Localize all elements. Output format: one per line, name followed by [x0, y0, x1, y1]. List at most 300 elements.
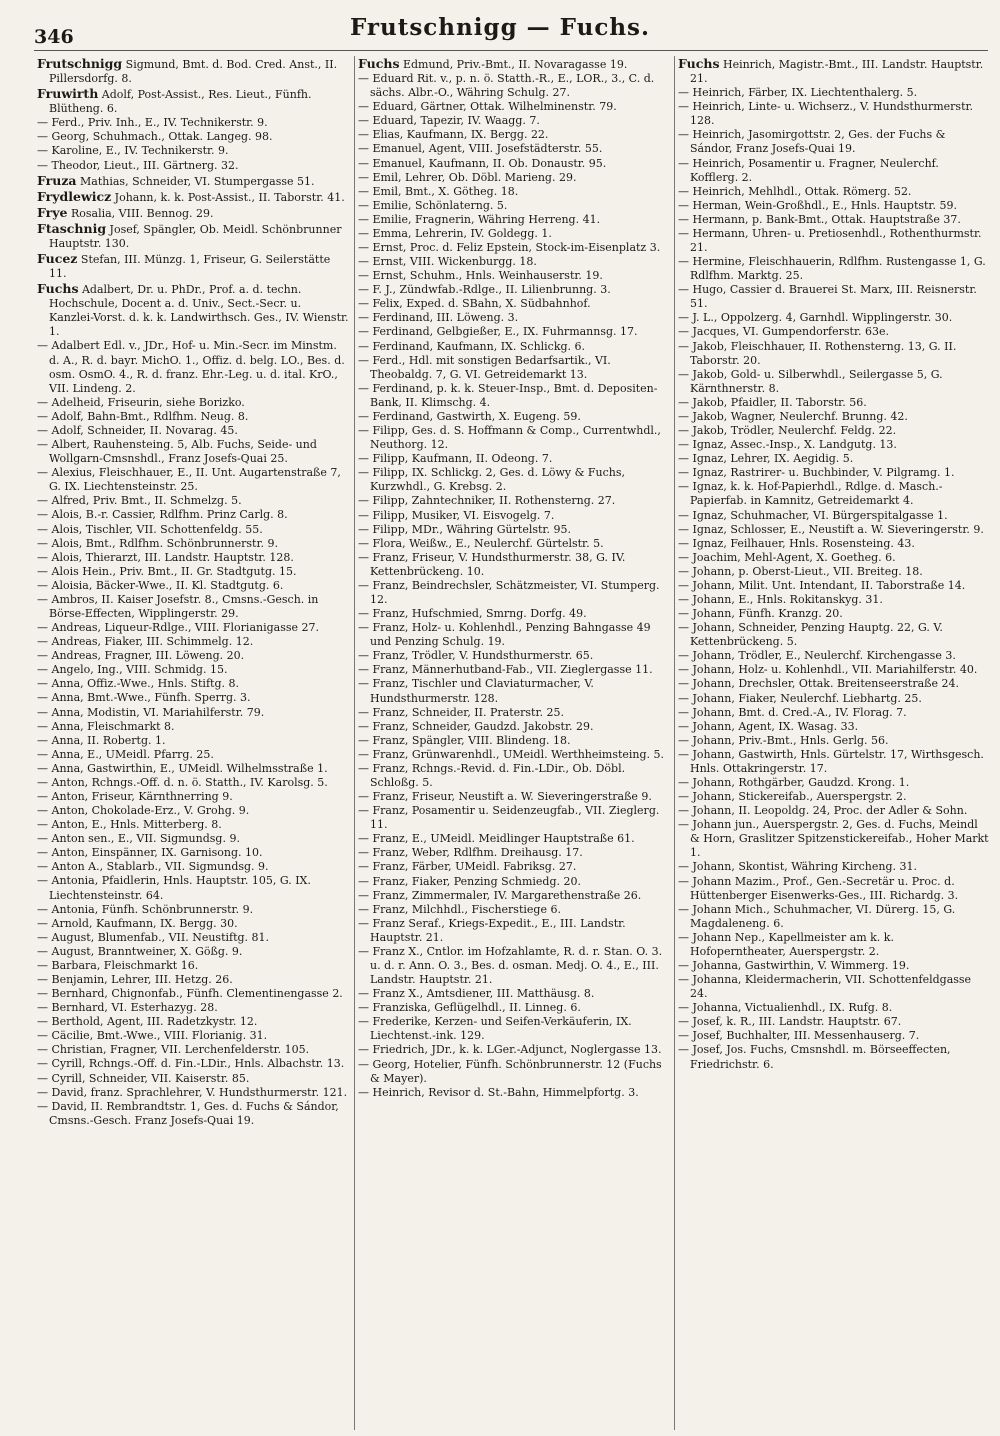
- entry-text: — F. J., Zündwfab.-Rdlge., II. Lilienbrunng. 3.: [358, 283, 611, 297]
- entry-text: — Johann, Fünfh. Kranzg. 20.: [678, 607, 843, 621]
- directory-entry: [37, 144, 349, 158]
- entry-text: — Jakob, Trödler, Neulerchf. Feldg. 22.: [678, 424, 897, 438]
- directory-entry: [678, 959, 989, 973]
- directory-entry: [358, 283, 669, 297]
- directory-entry: [678, 86, 989, 100]
- entry-text: — Antonia, Pfaidlerin, Hnls. Hauptstr. 105, G. IX. Liechtensteinstr. 64.: [37, 874, 311, 902]
- entry-text: — Emanuel, Kaufmann, II. Ob. Donaustr. 95.: [358, 156, 607, 170]
- entry-text: — Anna, Modistin, VI. Mariahilferstr. 79.: [37, 705, 265, 719]
- directory-entry: [37, 860, 349, 874]
- entry-text: — Johann, E., Hnls. Rokitanskyg. 31.: [678, 592, 883, 606]
- directory-entry: [37, 987, 349, 1001]
- directory-entry: [678, 452, 989, 466]
- directory-entry: [678, 677, 989, 691]
- entry-text: — Adolf, Bahn-Bmt., Rdlfhm. Neug. 8.: [37, 409, 249, 423]
- entry-surname: Fuchs: [37, 281, 79, 297]
- directory-entry: [358, 1086, 669, 1100]
- entry-text: — Ernst, Schuhm., Hnls. Weinhauserstr. 19.: [358, 269, 603, 283]
- directory-entry: [678, 466, 989, 480]
- entry-text: — Jakob, Gold- u. Silberwhdl., Seilergasse 5, G. Kärnthnerstr. 8.: [678, 367, 943, 395]
- entry-text: — Josef, Jos. Fuchs, Cmsnshdl. m. Börseeffecten, Friedrichstr. 6.: [678, 1043, 951, 1071]
- directory-entry: [358, 340, 669, 354]
- entry-text: — Filipp, Zahntechniker, II. Rothensterng. 27.: [358, 494, 616, 508]
- entry-text: — Ignaz, Assec.-Insp., X. Landgutg. 13.: [678, 438, 897, 452]
- entry-text: — Karoline, E., IV. Technikerstr. 9.: [37, 144, 229, 158]
- directory-entry: [37, 396, 349, 410]
- entry-surname: Frydlewicz: [37, 188, 112, 204]
- directory-entry: [678, 509, 989, 523]
- entry-text: — Ignaz, Rastrirer- u. Buchbinder, V. Pilgramg. 1.: [678, 466, 955, 480]
- directory-entry: [358, 551, 669, 579]
- entry-text: — Eduard, Tapezir, IV. Waagg. 7.: [358, 114, 540, 128]
- directory-entry: [678, 213, 989, 227]
- entry-text: — Anton, E., Hnls. Mitterberg. 8.: [37, 818, 222, 832]
- entry-text: Edmund, Priv.-Bmt., II. Novaragasse 19.: [399, 58, 628, 71]
- entry-text: — Cyrill, Rchngs.-Off. d. Fin.-LDir., Hnls. Albachstr. 13.: [37, 1057, 345, 1071]
- directory-entry: [37, 903, 349, 917]
- entry-text: — Anton A., Stablarb., VII. Sigmundsg. 9.: [37, 860, 269, 874]
- directory-entry: [678, 818, 989, 860]
- directory-entry: [37, 86, 349, 116]
- entry-text: — Ferdinand, p. k. k. Steuer-Insp., Bmt. d. Depositen-Bank, II. Klimschg. 4.: [358, 381, 658, 409]
- entry-surname: Fuchs: [358, 56, 400, 71]
- entry-text: — Heinrich, Färber, IX. Liechtenthalerg. 5.: [678, 86, 918, 100]
- entry-text: — Alfred, Priv. Bmt., II. Schmelzg. 5.: [37, 494, 242, 508]
- entry-text: — Hermann, p. Bank-Bmt., Ottak. Hauptstraße 37.: [678, 212, 961, 226]
- directory-entry: [678, 227, 989, 255]
- entry-surname: Fuchs: [678, 56, 720, 71]
- directory-entry: [37, 173, 349, 189]
- directory-column-1: [34, 56, 354, 1430]
- directory-entry: [37, 818, 349, 832]
- directory-entry: [37, 1100, 349, 1128]
- directory-entry: [37, 973, 349, 987]
- directory-entry: [678, 424, 989, 438]
- entry-surname: Fruza: [37, 172, 77, 188]
- entry-text: Johann, k. k. Post-Assist., II. Taborstr. 41.: [111, 190, 345, 204]
- entry-text: — Cyrill, Schneider, VII. Kaiserstr. 85.: [37, 1071, 250, 1085]
- entry-text: Stefan, III. Münzg. 1, Friseur, G. Seilerstätte 11.: [49, 253, 331, 281]
- directory-entry: [358, 142, 669, 156]
- directory-entry: [678, 396, 989, 410]
- entry-text: — Franz, Trödler, V. Hundsthurmerstr. 65.: [358, 649, 594, 663]
- directory-entry: [37, 339, 349, 395]
- entry-text: — Franz, Färber, UMeidl. Fabriksg. 27.: [358, 860, 577, 874]
- entry-text: — Josef, Buchhalter, III. Messenhauserg. 7.: [678, 1029, 920, 1043]
- directory-entry: [358, 424, 669, 452]
- entry-text: — Johanna, Victualienhdl., IX. Rufg. 8.: [678, 1001, 893, 1015]
- directory-entry: [358, 297, 669, 311]
- entry-text: — Jakob, Pfaidler, II. Taborstr. 56.: [678, 395, 867, 409]
- directory-entry: [678, 368, 989, 396]
- directory-entry: [678, 804, 989, 818]
- entry-text: — Andreas, Fragner, III. Löweng. 20.: [37, 649, 245, 663]
- directory-entry: [358, 706, 669, 720]
- directory-entry: [37, 748, 349, 762]
- directory-entry: [37, 221, 349, 251]
- entry-text: Sigmund, Bmt. d. Bod. Cred. Anst., II. Pillersdorfg. 8.: [49, 58, 338, 86]
- entry-text: — Jakob, Wagner, Neulerchf. Brunng. 42.: [678, 409, 908, 423]
- entry-text: — Flora, Weißw., E., Neulerchf. Gürtelstr. 5.: [358, 536, 604, 550]
- directory-entry: [678, 748, 989, 776]
- entry-text: — Johann, Priv.-Bmt., Hnls. Gerlg. 56.: [678, 733, 889, 747]
- directory-entry: [678, 734, 989, 748]
- entry-text: — Emil, Bmt., X. Götheg. 18.: [358, 184, 519, 198]
- entry-text: — Anton, Rchngs.-Off. d. n. ö. Statth., IV. Karolsg. 5.: [37, 775, 328, 789]
- entry-text: — Anna, Gastwirthin, E., UMeidl. Wilhelmsstraße 1.: [37, 761, 328, 775]
- entry-text: — Angelo, Ing., VIII. Schmidg. 15.: [37, 663, 228, 677]
- directory-entry: [37, 130, 349, 144]
- directory-entry: [358, 537, 669, 551]
- directory-entry: [678, 551, 989, 565]
- entry-text: — Anna, Bmt.-Wwe., Fünfh. Sperrg. 3.: [37, 691, 251, 705]
- directory-entry: [358, 607, 669, 621]
- entry-text: Josef, Spängler, Ob. Meidl. Schönbrunner Hauptstr. 130.: [49, 222, 342, 250]
- entry-text: — Eduard, Gärtner, Ottak. Wilhelminenstr. 79.: [358, 100, 617, 114]
- entry-text: — Friedrich, JDr., k. k. LGer.-Adjunct, Noglergasse 13.: [358, 1043, 662, 1057]
- directory-entry: [37, 523, 349, 537]
- entry-text: — Elias, Kaufmann, IX. Bergg. 22.: [358, 128, 549, 142]
- entry-surname: Fucez: [37, 251, 78, 267]
- entry-text: — Franz, Zimmermaler, IV. Margarethenstraße 26.: [358, 888, 642, 902]
- directory-entry: [37, 945, 349, 959]
- directory-entry: [358, 241, 669, 255]
- entry-text: — Johann, Skontist, Währing Kircheng. 31.: [678, 860, 917, 874]
- directory-entry: [678, 199, 989, 213]
- directory-entry: [37, 635, 349, 649]
- directory-entry: [37, 565, 349, 579]
- entry-text: — Franziska, Geflügelhdl., II. Linneg. 6.: [358, 1001, 581, 1015]
- directory-entry: [37, 1072, 349, 1086]
- entry-text: — Johann, Drechsler, Ottak. Breitenseerstraße 24.: [678, 677, 959, 691]
- entry-text: — Arnold, Kaufmann, IX. Bergg. 30.: [37, 916, 238, 930]
- entry-text: — David, franz. Sprachlehrer, V. Hundsthurmerstr. 121.: [37, 1085, 348, 1099]
- directory-entry: [37, 579, 349, 593]
- directory-entry: [678, 283, 989, 311]
- directory-entry: [37, 508, 349, 522]
- directory-entry: [358, 579, 669, 607]
- entry-text: — Johann, Fiaker, Neulerchf. Liebhartg. 25.: [678, 691, 922, 705]
- directory-entry: [678, 1015, 989, 1029]
- directory-entry: [358, 56, 669, 72]
- entry-text: — Emil, Lehrer, Ob. Döbl. Marieng. 29.: [358, 170, 577, 184]
- directory-entry: [37, 663, 349, 677]
- entry-text: — Anna, II. Robertg. 1.: [37, 733, 166, 747]
- directory-entry: [358, 72, 669, 100]
- directory-entry: [678, 410, 989, 424]
- directory-entry: [678, 100, 989, 128]
- entry-text: — Franz, Beindrechsler, Schätzmeister, VI. Stumperg. 12.: [358, 578, 660, 606]
- entry-text: — Johann, Agent, IX. Wasag. 33.: [678, 719, 859, 733]
- directory-entry: [678, 311, 989, 325]
- entry-text: — Emma, Lehrerin, IV. Goldegg. 1.: [358, 226, 552, 240]
- directory-entry: [37, 281, 349, 339]
- entry-text: — Ferdinand, III. Löweng. 3.: [358, 311, 519, 325]
- entry-text: — Josef, k. R., III. Landstr. Hauptstr. 67.: [678, 1015, 902, 1029]
- directory-entry: [678, 663, 989, 677]
- directory-entry: [358, 199, 669, 213]
- entry-text: — Heinrich, Posamentir u. Fragner, Neulerchf. Kofflerg. 2.: [678, 156, 939, 184]
- entry-text: — Franz, E., UMeidl. Meidlinger Hauptstraße 61.: [358, 832, 635, 846]
- entry-text: — Ignaz, Lehrer, IX. Aegidig. 5.: [678, 452, 854, 466]
- entry-text: — Franz, Friseur, Neustift a. W. Sieveringerstraße 9.: [358, 790, 652, 804]
- entry-text: — Adelheid, Friseurin, siehe Borizko.: [37, 395, 245, 409]
- directory-entry: [37, 251, 349, 281]
- entry-text: — Ignaz, Schlosser, E., Neustift a. W. Sieveringerstr. 9.: [678, 522, 984, 536]
- entry-text: — Hugo, Cassier d. Brauerei St. Marx, III. Reisnerstr. 51.: [678, 283, 977, 311]
- directory-entry: [37, 1015, 349, 1029]
- entry-text: — Franz, Friseur, V. Hundsthurmerstr. 38, G. IV. Kettenbrückeng. 10.: [358, 550, 626, 578]
- entry-text: — Heinrich, Mehlhdl., Ottak. Römerg. 52.: [678, 184, 912, 198]
- directory-entry: [358, 1015, 669, 1043]
- directory-entry: [37, 494, 349, 508]
- entry-text: — Johann, Trödler, E., Neulerchf. Kirchengasse 3.: [678, 649, 956, 663]
- directory-entry: [678, 579, 989, 593]
- entry-text: — Emilie, Fragnerin, Währing Herreng. 41.: [358, 212, 601, 226]
- directory-entry: [678, 56, 989, 86]
- directory-entry: [678, 649, 989, 663]
- directory-entry: [37, 846, 349, 860]
- entry-text: — Anton sen., E., VII. Sigmundsg. 9.: [37, 832, 240, 846]
- directory-entry: [37, 762, 349, 776]
- directory-entry: [37, 720, 349, 734]
- entry-text: — Georg, Hotelier, Fünfh. Schönbrunnerstr. 12 (Fuchs & Mayer).: [358, 1057, 662, 1085]
- entry-surname: Frye: [37, 204, 68, 220]
- directory-entry: [358, 903, 669, 917]
- directory-entry: [678, 523, 989, 537]
- entry-text: — Johann Mazim., Prof., Gen.-Secretär u. Proc. d. Hüttenberger Eisenwerks-Ges., III. Richardg. 3.: [678, 874, 959, 902]
- entry-text: — Franz, Grünwarenhdl., UMeidl. Werthheimsteing. 5.: [358, 747, 665, 761]
- directory-entry: [358, 185, 669, 199]
- directory-entry: [358, 790, 669, 804]
- entry-text: — Franz, Schneider, II. Praterstr. 25.: [358, 705, 564, 719]
- entry-text: — Felix, Exped. d. SBahn, X. Südbahnhof.: [358, 297, 591, 311]
- entry-text: — Anna, Fleischmarkt 8.: [37, 719, 175, 733]
- entry-text: — Adalbert Edl. v., JDr., Hof- u. Min.-Secr. im Minstm. d. A., R. d. bayr. MichO. 1., Offiz. d. belg. LO., Bes. d. osm. OsmO. 4., R. d. franz. Ehr.-Leg. u. d. ital. KrO., VII. Lindeng. 2.: [37, 339, 345, 395]
- directory-entry: [37, 790, 349, 804]
- directory-entry: [678, 185, 989, 199]
- entry-text: — Hermann, Uhren- u. Pretiosenhdl., Rothenthurmstr. 21.: [678, 226, 982, 255]
- directory-entry: [678, 607, 989, 621]
- directory-entry: [37, 116, 349, 130]
- entry-text: Adolf, Post-Assist., Res. Lieut., Fünfh. Blütheng. 6.: [49, 88, 312, 116]
- directory-entry: [37, 1086, 349, 1100]
- entry-text: — Alois, Tischler, VII. Schottenfeldg. 55.: [37, 522, 263, 536]
- directory-entry: [358, 875, 669, 889]
- entry-text: — Franz, Posamentir u. Seidenzeugfab., VII. Zieglerg. 11.: [358, 804, 660, 832]
- entry-surname: Frutschnigg: [37, 56, 123, 71]
- directory-entry: [37, 649, 349, 663]
- directory-entry: [358, 649, 669, 663]
- directory-entry: [678, 157, 989, 185]
- directory-entry: [37, 931, 349, 945]
- directory-entry: [358, 100, 669, 114]
- directory-entry: [358, 663, 669, 677]
- entry-text: — Franz, Milchhdl., Fischerstiege 6.: [358, 902, 561, 916]
- directory-entry: [358, 494, 669, 508]
- entry-text: — Franz, Spängler, VIII. Blindeng. 18.: [358, 733, 571, 747]
- directory-entry: [358, 128, 669, 142]
- directory-entry: [358, 860, 669, 874]
- directory-entry: [358, 832, 669, 846]
- entry-text: — Ferdinand, Gastwirth, X. Eugeng. 59.: [358, 409, 581, 423]
- directory-entry: [37, 776, 349, 790]
- directory-entry: [358, 917, 669, 945]
- directory-entry: [358, 734, 669, 748]
- running-head: Frutschnigg — Fuchs.: [349, 14, 651, 41]
- directory-entry: [37, 438, 349, 466]
- directory-column-3: [674, 56, 994, 1430]
- entry-text: — Ferd., Hdl. mit sonstigen Bedarfsartik., VI. Theobaldg. 7, G. VI. Getreidemarkt 13.: [358, 353, 611, 381]
- directory-entry: [358, 171, 669, 185]
- entry-text: — Eduard Rit. v., p. n. ö. Statth.-R., E., LOR., 3., C. d. sächs. Albr.-O., Währing Schulg. 27.: [358, 72, 655, 100]
- directory-entry: [678, 1029, 989, 1043]
- entry-text: — Filipp, Ges. d. S. Hoffmann & Comp., Currentwhdl., Neuthorg. 12.: [358, 424, 661, 452]
- entry-text: — August, Blumenfab., VII. Neustiftg. 81.: [37, 930, 270, 944]
- entry-text: — Cäcilie, Bmt.-Wwe., VIII. Florianig. 31.: [37, 1029, 268, 1043]
- entry-text: — Franz, Tischler und Claviaturmacher, V. Hundsthurmerstr. 128.: [358, 677, 594, 705]
- entry-text: — Franz Seraf., Kriegs-Expedit., E., III. Landstr. Hauptstr. 21.: [358, 916, 626, 944]
- entry-text: — Johann, Bmt. d. Cred.-A., IV. Florag. 7.: [678, 705, 907, 719]
- directory-entry: [37, 159, 349, 173]
- directory-entry: [37, 189, 349, 205]
- directory-entry: [37, 593, 349, 621]
- entry-text: — Franz, Hufschmied, Smrng. Dorfg. 49.: [358, 607, 587, 621]
- directory-entry: [37, 959, 349, 973]
- entry-text: — Herman, Wein-Großhdl., E., Hnls. Hauptstr. 59.: [678, 198, 957, 212]
- directory-entry: [678, 875, 989, 903]
- entry-text: Heinrich, Magistr.-Bmt., III. Landstr. Hauptstr. 21.: [690, 58, 984, 86]
- entry-text: — Franz X., Amtsdiener, III. Matthäusg. 8.: [358, 987, 595, 1001]
- directory-entry: [678, 1043, 989, 1071]
- directory-entry: [37, 734, 349, 748]
- directory-entry: [678, 565, 989, 579]
- directory-entry: [37, 410, 349, 424]
- entry-text: — Ernst, Proc. d. Feliz Epstein, Stock-im-Eisenplatz 3.: [358, 241, 661, 255]
- entry-text: — Anton, Einspänner, IX. Garnisong. 10.: [37, 846, 263, 860]
- directory-entry: [358, 945, 669, 987]
- directory-entry: [37, 551, 349, 565]
- entry-text: — August, Branntweiner, X. Gößg. 9.: [37, 944, 243, 958]
- entry-text: — Ferdinand, Gelbgießer, E., IX. Fuhrmannsg. 17.: [358, 325, 638, 339]
- directory-entry: [678, 860, 989, 874]
- entry-text: — Emilie, Schönlaterng. 5.: [358, 198, 508, 212]
- entry-text: — Andreas, Liqueur-Rdlge., VIII. Florianigasse 27.: [37, 621, 320, 635]
- entry-text: — Ignaz, k. k. Hof-Papierhdl., Rdlge. d. Masch.-Papierfab. in Kamnitz, Getreidemarkt 4.: [678, 480, 943, 508]
- directory-entry: [37, 537, 349, 551]
- directory-entry: [37, 1057, 349, 1071]
- directory-entry: [358, 227, 669, 241]
- directory-entry: [678, 973, 989, 1001]
- entry-surname: Ftaschnig: [37, 220, 107, 236]
- entry-text: — Ignaz, Schuhmacher, VI. Bürgerspitalgasse 1.: [678, 508, 948, 522]
- entry-text: — Jacques, VI. Gumpendorferstr. 63e.: [678, 325, 889, 339]
- entry-text: — Alois, Thierarzt, III. Landstr. Hauptstr. 128.: [37, 550, 294, 564]
- entry-text: — Johann, Gastwirth, Hnls. Gürtelstr. 17, Wirthsgesch. Hnls. Ottakringerstr. 17.: [678, 747, 984, 775]
- entry-text: — Filipp, IX. Schlickg. 2, Ges. d. Löwy & Fuchs, Kurzwhdl., G. Krebsg. 2.: [358, 466, 626, 494]
- directory-entry: [358, 157, 669, 171]
- directory-entry: [37, 874, 349, 902]
- directory-entry: [678, 1001, 989, 1015]
- entry-text: — Bernhard, Chignonfab., Fünfh. Clementinengasse 2.: [37, 987, 343, 1001]
- entry-text: — Barbara, Fleischmarkt 16.: [37, 958, 199, 972]
- directory-entry: [358, 1043, 669, 1057]
- directory-entry: [358, 509, 669, 523]
- directory-entry: [358, 523, 669, 537]
- entry-text: — Jakob, Fleischhauer, II. Rothensterng. 13, G. II. Taborstr. 20.: [678, 339, 957, 367]
- entry-text: — Johann Mich., Schuhmacher, VI. Dürerg. 15, G. Magdaleneng. 6.: [678, 902, 956, 930]
- entry-text: — Ernst, VIII. Wickenburgg. 18.: [358, 255, 537, 269]
- entry-text: — Andreas, Fiaker, III. Schimmelg. 12.: [37, 635, 254, 649]
- directory-entry: [358, 311, 669, 325]
- entry-text: — Alois, Bmt., Rdlfhm. Schönbrunnerstr. 9.: [37, 536, 278, 550]
- directory-entry: [678, 255, 989, 283]
- directory-entry: [37, 832, 349, 846]
- page-number: 346: [34, 26, 74, 48]
- directory-entry: [37, 917, 349, 931]
- directory-entry: [678, 480, 989, 508]
- entry-text: — Johann, p. Oberst-Lieut., VII. Breiteg. 18.: [678, 564, 923, 578]
- directory-column-2: [354, 56, 674, 1430]
- entry-text: — Joachim, Mehl-Agent, X. Goetheg. 6.: [678, 550, 896, 564]
- entry-text: — David, II. Rembrandtstr. 1, Ges. d. Fuchs & Sándor, Cmsns.-Gesch. Franz Josefs-Quai 19.: [37, 1099, 339, 1127]
- directory-entry: [358, 621, 669, 649]
- entry-text: — Anton, Friseur, Kärnthnerring 9.: [37, 789, 233, 803]
- entry-text: — Johann, Rothgärber, Gaudzd. Krong. 1.: [678, 775, 910, 789]
- entry-text: — Franz, Holz- u. Kohlenhdl., Penzing Bahngasse 49 und Penzing Schulg. 19.: [358, 621, 651, 649]
- directory-entry: [37, 706, 349, 720]
- directory-entry: [37, 677, 349, 691]
- entry-text: — Berthold, Agent, III. Radetzkystr. 12.: [37, 1015, 258, 1029]
- directory-entry: [678, 706, 989, 720]
- directory-entry: [678, 537, 989, 551]
- directory-entry: [358, 720, 669, 734]
- directory-entry: [37, 1043, 349, 1057]
- entry-text: — Anna, E., UMeidl. Pfarrg. 25.: [37, 747, 214, 761]
- entry-text: — Filipp, Kaufmann, II. Odeong. 7.: [358, 452, 553, 466]
- entry-text: — Alois Hein., Priv. Bmt., II. Gr. Stadtgutg. 15.: [37, 564, 297, 578]
- directory-entry: [37, 1029, 349, 1043]
- entry-text: — Johanna, Gastwirthin, V. Wimmerg. 19.: [678, 959, 910, 972]
- entry-text: — Christian, Fragner, VII. Lerchenfelderstr. 105.: [37, 1043, 310, 1057]
- entry-text: — Alexius, Fleischhauer, E., II. Unt. Augartenstraße 7, G. IX. Liechtensteinstr. 25.: [37, 466, 341, 494]
- entry-text: — Bernhard, VI. Esterhazyg. 28.: [37, 1001, 218, 1015]
- directory-entry: [358, 1001, 669, 1015]
- entry-text: — Heinrich, Jasomirgottstr. 2, Ges. der Fuchs & Sándor, Franz Josefs-Quai 19.: [678, 128, 946, 156]
- directory-entry: [37, 56, 349, 86]
- directory-entry: [358, 466, 669, 494]
- header-rule: [34, 50, 988, 51]
- entry-text: — Franz X., Cntlor. im Hofzahlamte, R. d. r. Stan. O. 3. u. d. r. Ann. O. 3., Bes. d. osman. Medj. O. 4., E., III. Landstr. Hauptstr. 21.: [358, 944, 663, 987]
- entry-text: — Ignaz, Feilhauer, Hnls. Rosensteing. 43.: [678, 536, 915, 550]
- entry-text: — Franz, Weber, Rdlfhm. Dreihausg. 17.: [358, 846, 583, 860]
- entry-surname: Fruwirth: [37, 86, 99, 102]
- entry-text: — Emanuel, Agent, VIII. Josefstädterstr. 55.: [358, 142, 603, 156]
- directory-entry: [678, 621, 989, 649]
- entry-text: — J. L., Oppolzerg. 4, Garnhdl. Wipplingerstr. 30.: [678, 311, 953, 325]
- entry-text: — Franz, Schneider, Gaudzd. Jakobstr. 29.: [358, 719, 594, 733]
- entry-text: — Franz, Rchngs.-Revid. d. Fin.-LDir., Ob. Döbl. Schloßg. 5.: [358, 761, 626, 789]
- directory-entry: [678, 776, 989, 790]
- directory-entry: [37, 205, 349, 221]
- directory-entry: [358, 255, 669, 269]
- directory-entry: [358, 354, 669, 382]
- directory-entry: [678, 903, 989, 931]
- entry-text: — Benjamin, Lehrer, III. Hetzg. 26.: [37, 973, 233, 986]
- directory-entry: [358, 114, 669, 128]
- entry-text: — Aloisia, Bäcker-Wwe., II. Kl. Stadtgutg. 6.: [37, 578, 284, 592]
- entry-text: — Filipp, MDr., Währing Gürtelstr. 95.: [358, 522, 571, 536]
